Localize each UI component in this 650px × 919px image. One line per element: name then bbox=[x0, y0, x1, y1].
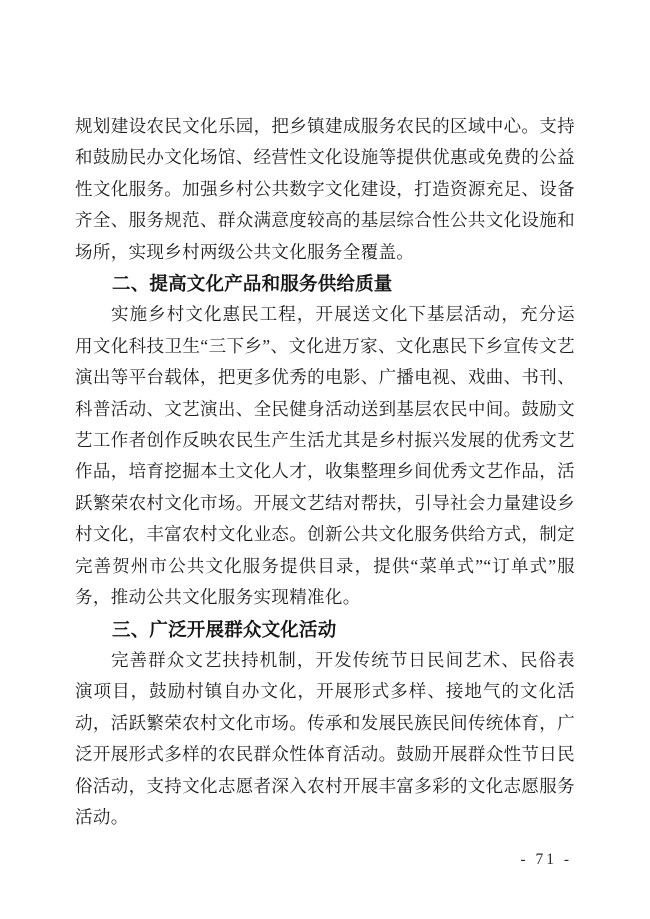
document-content bbox=[75, 111, 575, 833]
body-paragraph: 规划建设农民文化乐园，把乡镇建成服务农民的区域中心。支持和鼓励民办文化场馆、经营性文化设施等提供优惠或免费的公益性文化服务。加强乡村公共数字文化建设，打造资源充足、设备齐全、服务规范、群众满意度较高的基层综合性公共文化设施和场所，实现乡村两级公共文化服务全覆盖。 bbox=[75, 116, 575, 262]
body-paragraph: 实施乡村文化惠民工程，开展送文化下基层活动，充分运用文化科技卫生“三下乡”、文化进万家、文化惠民下乡宣传文艺演出等平台载体，把更多优秀的电影、广播电视、戏曲、书刊、科普活动、文艺演出、全民健身活动送到基层农民中间。鼓励文艺工作者创作反映农民生产生活尤其是乡村振兴发展的优秀文艺作品，培育挖掘本土文化人才，收集整理乡间优秀文艺作品，活跃繁荣农村文化市场。开展文艺结对帮扶，引导社会力量建设乡村文化，丰富农村文化业态。创新公共文化服务供给方式，制定完善贺州市公共文化服务提供目录，提供“菜单式”“订单式”服务，推动公共文化服务实现精准化。 bbox=[75, 304, 575, 608]
body-paragraph: 完善群众文艺扶持机制，开发传统节日民间艺术、民俗表演项目，鼓励村镇自办文化，开展形式多样、接地气的文化活动，活跃繁荣农村文化市场。传承和发展民族民间传统体育，广泛开展形式多样的农民群众性体育活动。鼓励开展群众性节日民俗活动，支持文化志愿者深入农村开展丰富多彩的文化志愿服务活动。 bbox=[75, 649, 575, 827]
section-heading: 三、广泛开展群众文化活动 bbox=[112, 618, 337, 640]
page-number: - 71 - bbox=[520, 851, 572, 868]
section-heading: 二、提高文化产品和服务供给质量 bbox=[112, 273, 393, 295]
